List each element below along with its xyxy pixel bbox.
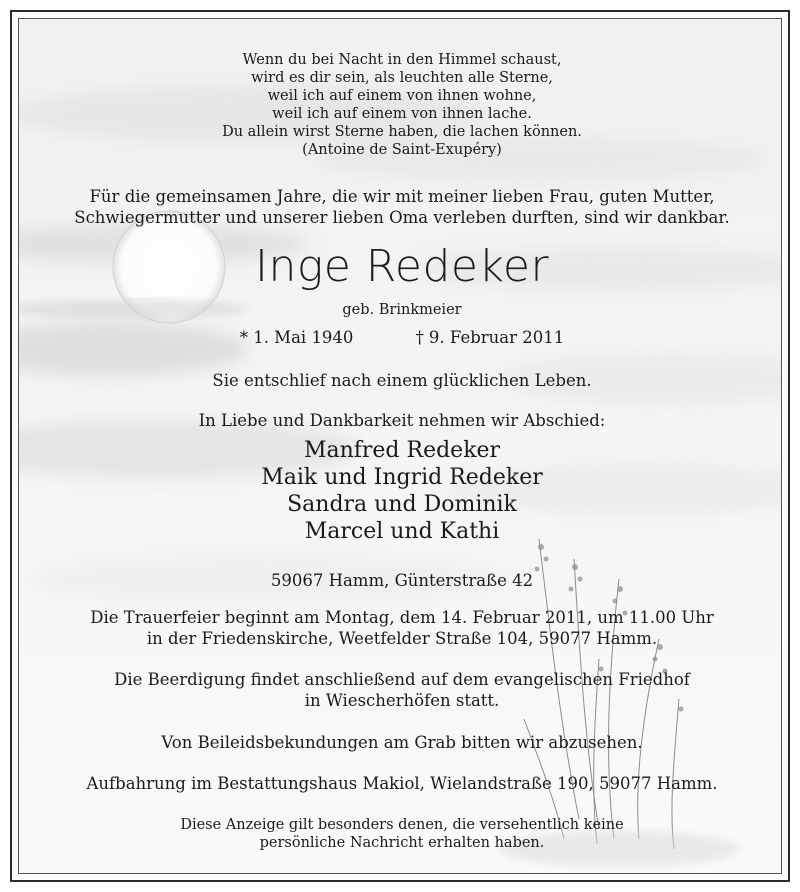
dedication (19, 186, 782, 228)
maiden-name: geb. Brinkmeier (342, 302, 462, 318)
notice (19, 816, 782, 852)
burial-line: in Wiescherhöfen statt. (304, 691, 500, 710)
laying-out-info: Aufbahrung im Bestattungshaus Makiol, Wielandstraße 190, 59077 Hamm. (86, 774, 718, 793)
mourner-name: Maik und Ingrid Redeker (261, 465, 543, 490)
funeral-service (19, 607, 782, 649)
obituary-panel (18, 18, 782, 874)
poem-line: wird es dir sein, als leuchten alle Sterne, (251, 70, 553, 86)
poem (19, 51, 782, 159)
poem-line: Du allein wirst Sterne haben, die lachen können. (222, 124, 582, 140)
poem-line: weil ich auf einem von ihnen lache. (272, 106, 532, 122)
dedication-line: Für die gemeinsamen Jahre, die wir mit meiner lieben Frau, guten Mutter, (89, 187, 715, 206)
obituary-frame (10, 10, 790, 882)
life-dates (19, 328, 782, 348)
birth-date: * 1. Mai 1940 (239, 328, 354, 347)
burial-info (19, 669, 782, 711)
mourners-list (19, 437, 782, 545)
mourner-name: Sandra und Dominik (287, 492, 517, 517)
dedication-line: Schwiegermutter und unserer lieben Oma verleben durften, sind wir dankbar. (74, 208, 730, 227)
poem-author: (Antoine de Saint-Exupéry) (302, 142, 502, 158)
family-address: 59067 Hamm, Günterstraße 42 (270, 571, 534, 590)
poem-line: Wenn du bei Nacht in den Himmel schaust, (242, 52, 562, 68)
death-date: † 9. Februar 2011 (415, 328, 565, 347)
notice-line: Diese Anzeige gilt besonders denen, die versehentlich keine (180, 817, 624, 833)
poem-line: weil ich auf einem von ihnen wohne, (267, 88, 537, 104)
statement: Sie entschlief nach einem glücklichen Leben. (212, 371, 592, 390)
funeral-service-line: Die Trauerfeier beginnt am Montag, dem 14. Februar 2011, um 11.00 Uhr (90, 608, 714, 627)
deceased-name: Inge Redeker (254, 241, 550, 292)
funeral-service-line: in der Friedenskirche, Weetfelder Straße 104, 59077 Hamm. (146, 629, 658, 648)
farewell-intro: In Liebe und Dankbarkeit nehmen wir Abschied: (198, 411, 606, 430)
mourner-name: Manfred Redeker (303, 438, 501, 463)
notice-line: persönliche Nachricht erhalten haben. (259, 835, 545, 851)
mourner-name: Marcel und Kathi (304, 519, 500, 544)
burial-line: Die Beerdigung findet anschließend auf dem evangelischen Friedhof (114, 670, 690, 689)
condolence-note: Von Beileidsbekundungen am Grab bitten wir abzusehen. (161, 733, 643, 752)
